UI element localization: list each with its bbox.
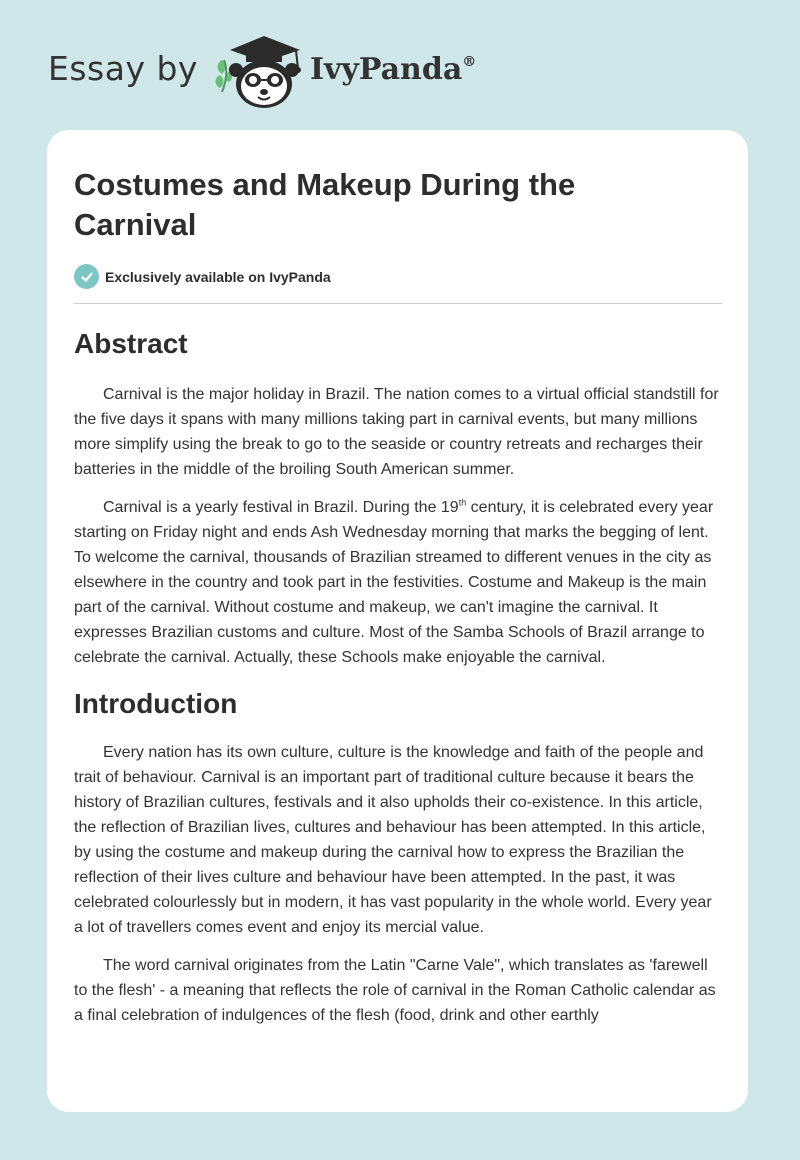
site-header [48, 30, 476, 110]
exclusive-label: Exclusively available on IvyPanda [105, 268, 331, 285]
paragraph: Carnival is a yearly festival in Brazil. During the 19th century, it is celebrated every year starting on Friday night and ends Ash Wednesday morning that marks the begging of lent. To welcome the carnival, thousands of Brazilian streamed to different venues in the city as elsewhere in the country and took part in the festivities. Costume and Makeup is the main part of the carnival. Without costume and makeup, we can't imagine the carnival. It expresses Brazilian customs and culture. Most of the Samba Schools of Brazil arrange to celebrate the carnival. Actually, these Schools make enjoyable the carnival. [74, 497, 714, 666]
essay-card [47, 130, 748, 1112]
checkmark-icon [74, 264, 99, 289]
paragraph: The word carnival originates from the Latin "Carne Vale", which translates as 'farewell to the flesh' - a meaning that reflects the role of carnival in the Roman Catholic calendar as a final celebration of indulgences of the flesh (food, drink and other earthly [74, 957, 716, 1024]
registered-mark: ® [462, 53, 477, 70]
divider [74, 303, 722, 304]
ivypanda-logo-icon[interactable] [212, 30, 308, 110]
section-heading-abstract: Abstract [74, 328, 188, 359]
page-title: Costumes and Makeup During the Carnival [74, 167, 576, 242]
exclusive-badge [74, 264, 331, 289]
brand-name[interactable]: IvyPanda® [309, 51, 477, 87]
paragraph: Every nation has its own culture, culture is the knowledge and faith of the people and trait of behaviour. Carnival is an important part of traditional culture because it bears the history of Brazilian cultures, festivals and it also upholds their co-existence. In this article, the reflection of Brazilian lives, cultures and behaviour has been attempted. In this article, by using the costume and makeup during the carnival how to express the Brazilian the reflection of their lives culture and behaviour have been attempted. In the past, it was celebrated colourlessly but in modern, it has vast popularity in the whole world. Every year a lot of travellers comes event and enjoy its mercial value. [74, 744, 712, 936]
section-heading-introduction: Introduction [74, 688, 238, 719]
paragraph: Carnival is the major holiday in Brazil. The nation comes to a virtual official standstill for the five days it spans with many millions taking part in carnival events, but many millions more simplify using the break to go to the seaside or country retreats and recharges their batteries in the middle of the broiling South American summer. [74, 386, 719, 478]
essay-body [74, 326, 723, 1041]
essay-by-label: Essay by [48, 48, 198, 88]
